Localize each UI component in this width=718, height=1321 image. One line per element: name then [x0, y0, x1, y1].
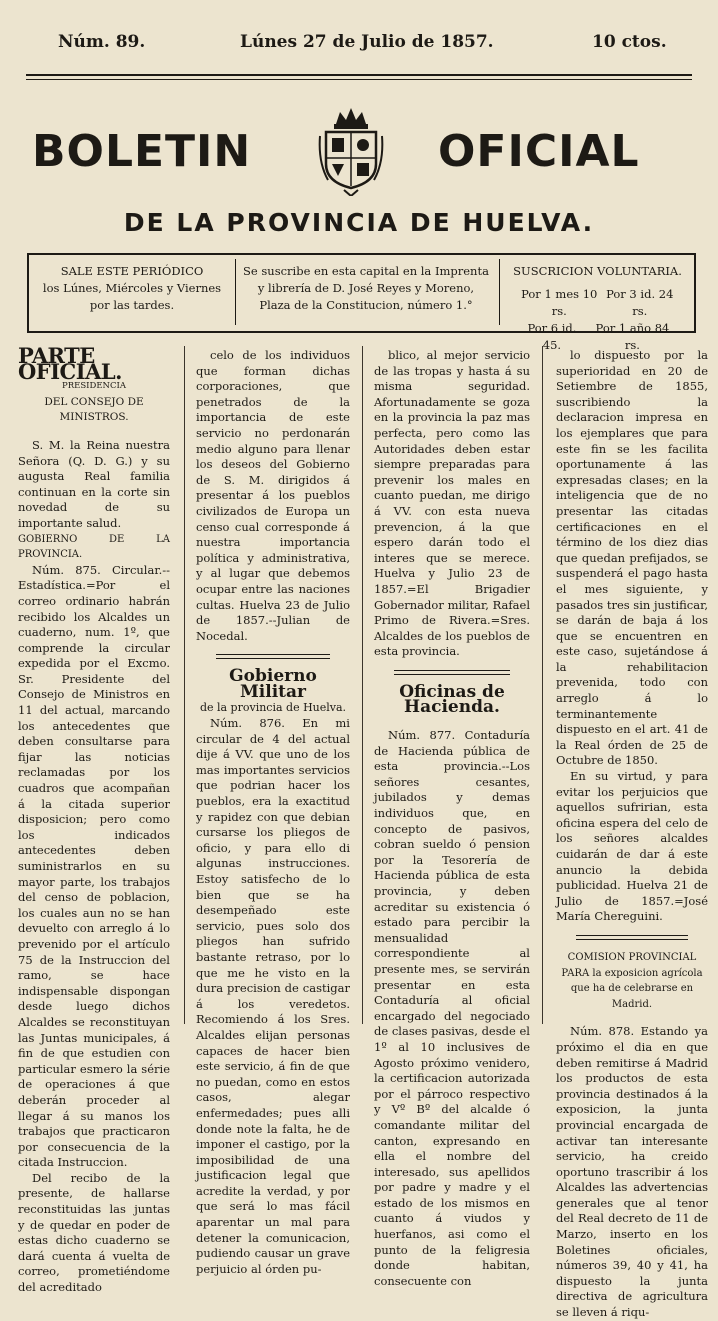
gobierno-militar-heading: Gobierno Militar	[229, 666, 317, 702]
section-separator	[216, 654, 330, 659]
article-paragraph: lo dispuesto por la superioridad en 20 de Setiembre de 1855, suscribiendo la declaracion impresa en los ejemplares que para este fin se les facilita oportunamente á las expresadas clases; en la inteligencia que de no presentar las citadas certificaciones en el término de los diez dias que quedan prefijados, se suspenderá el pago hasta el mes siguiente, y pasados tres sin justificar, se darán de baja á los que se encuentren en este caso, sujetándose á la rehabilitacion prevenida, todo con arreglo á lo terminantemente dispuesto en el art. 41 de la Real órden de 25 de Octubre de 1850.	[556, 348, 708, 768]
subscription-info-box	[27, 253, 696, 352]
masthead-title-left: BOLETIN	[32, 126, 252, 177]
rate-one-month: Por 1 mes 10 rs.	[521, 287, 598, 318]
issue-number: Núm. 89.	[58, 32, 146, 52]
article-paragraph: Núm. 878. Estando ya próximo el dia en que deben remitirse á Madrid los productos de esta provincia destinados á la exposicion, la junta provincial encargada de activar tan interesante servicio, ha creido oportuno trascribir á los Alcaldes las advertencias generales que al tenor del Real decreto de 11 de Marzo, inserto en los Boletines oficiales, números 39, 40 y 41, ha dispuesto la junta directiva de agricultura se lleven á riqu-	[556, 1024, 708, 1320]
rate-six-months: Por 6 id. 45.	[527, 321, 577, 352]
column-3	[374, 348, 530, 1289]
box-divider	[235, 259, 236, 325]
coat-of-arms-icon	[318, 106, 384, 196]
voluntary-subscription	[505, 263, 690, 354]
gobierno-provincia-heading: GOBIERNO DE LA PROVINCIA.	[18, 533, 170, 561]
masthead-subtitle: DE LA PROVINCIA DE HUELVA.	[123, 208, 595, 237]
article-paragraph: S. M. la Reina nuestra Señora (Q. D. G.) y su augusta Real familia continuan en la corte sin novedad de su importante salud.	[18, 437, 170, 530]
column-divider	[362, 346, 363, 1024]
column-4	[556, 348, 708, 1321]
article-paragraph: Núm. 876. En mi circular de 4 del actual dije á VV. que uno de los mas importantes servicios que podrian hacer los pueblos, era la exactitud y rapidez con que debian cursarse los pliegos de oficio, y para ello di algunas instrucciones. Estoy satisfecho de lo bien que se ha desempeñado este servicio, pues solo dos pliegos han sufrido bastante retraso, por lo que me he visto en la dura precision de castigar á los veredetos. Recomiendo á los Sres. Alcaldes elijan personas capaces de hacer bien este servicio, á fin de que no puedan, como en estos casos, alegar enfermedades; pues alli donde note la falta, he de imponer el castigo, por la imposibilidad de una justificacion legal que acredite la verdad, y por que será lo mas fácil aparentar un mal para detener la comunicacion, pudiendo causar un grave perjuicio al órden pu-	[196, 716, 350, 1276]
comision-heading: COMISION PROVINCIAL PARA la exposicion agrícola que ha de celebrarse en Madrid.	[561, 951, 703, 1010]
dateline	[0, 32, 718, 58]
article-paragraph: Núm. 875. Circular.--Estadística.=Por el correo ordinario habrán recibido los Alcaldes un cuaderno, num. 1º, que comprende la circular expedida por el Excmo. Sr. Presidente del Consejo de Ministros en 11 del actual, marcando los antecedentes que deben consultarse para fijar las noticias reclamadas por los cuadros que acompañan á la citada superior disposicion; pero como los indicados antecedentes deben suministrarlos en su mayor parte, los trabajos del censo de poblacion, los cuales aun no se han devuelto con arreglo á lo prevenido por el artículo 75 de la Instruccion del ramo, se hace indispensable dispongan desde luego dichos Alcaldes se reconstituyan las Juntas municipales, á fin de que estudien con particular esmero la série de operaciones á que deberán proceder al llegar á su manos los trabajos que practicaron por consecuencia de la citada Instruccion.	[18, 562, 170, 1170]
schedule-title: SALE ESTE PERIÓDICO	[60, 264, 204, 278]
column-2	[196, 348, 350, 1277]
oficinas-hacienda-heading: Oficinas de Hacienda.	[399, 681, 505, 718]
section-heading-parte-oficial: PARTE OFICIAL.	[18, 343, 122, 384]
top-rule	[26, 74, 692, 76]
article-paragraph: celo de los individuos que forman dichas corporaciones, que penetrados de la importancia de este servicio no perdonarán medio alguno para llenar los deseos del Gobierno de S. M. dirigidos á presentar á los pueblos civilizados de Europa un censo cual corresponde á nuestra importancia política y administrativa, y al lugar que debemos ocupar entre las naciones cultas. Huelva 23 de Julio de 1857.--Julian de Nocedal.	[196, 348, 350, 643]
subscription-place: Se suscribe en esta capital en la Imprenta y librería de D. José Reyes y Moreno, Plaza de la Constitucion, número 1.°	[243, 264, 489, 312]
article-paragraph: En su virtud, y para evitar los perjuicios que aquellos sufririan, esta oficina espera del celo de los señores alcaldes cuidarán de dar á este anuncio la debida publicidad. Huelva 21 de Julio de 1857.=José María Chereguini.	[556, 769, 708, 924]
article-paragraph: Del recibo de la presente, de hallarse reconstituidas las juntas y de quedar en poder de estas dicho cuaderno se dará cuenta á vuelta de correo, prometiéndome del acreditado	[18, 1170, 170, 1295]
rate-three-months: Por 3 id. 24 rs.	[606, 287, 674, 318]
column-divider	[184, 346, 185, 1024]
column-1	[18, 343, 170, 1296]
rates-title: SUSCRICION VOLUNTARIA.	[513, 264, 682, 278]
presidencia-label: PRESIDENCIA	[62, 381, 126, 392]
issue-date: Lúnes 27 de Julio de 1857.	[240, 32, 494, 52]
gobierno-militar-subheading: de la provincia de Huelva.	[199, 701, 347, 715]
section-separator	[576, 935, 688, 940]
issue-price: 10 ctos.	[592, 32, 667, 52]
top-rule-thin	[26, 79, 692, 80]
article-paragraph: Núm. 877. Contaduría de Hacienda pública de esta provincia.--Los señores cesantes, jubilados y demas individuos que, en concepto de pasivos, cobran sueldo ó pension por la Tesorería de Hacienda pública de esta provincia, y deben acreditar su existencia ó estado para percibir la mensualidad correspondiente al presente mes, se servirán presentar en esta Contaduría al oficial encargado del negociado de clases pasivas, desde el 1º al 10 inclusives de Agosto próximo venidero, la certificacion autorizada por el párroco respectivo y Vº Bº del alcalde ó comandante militar del canton, expresando en ella el nombre del interesado, sus apellidos por padre y madre y el estado de los mismos en cuanto á viudos y huerfanos, asi como el punto de la feligresia donde habitan, consecuente con	[374, 728, 530, 1288]
schedule-text: los Lúnes, Miércoles y Viernes por las tardes.	[42, 281, 222, 312]
box-divider	[499, 259, 500, 325]
column-divider	[542, 346, 543, 1024]
rate-one-year: Por 1 año 84 rs.	[595, 321, 670, 352]
section-separator	[394, 670, 510, 675]
publication-schedule	[37, 263, 227, 314]
masthead-title-right: OFICIAL	[438, 126, 640, 177]
article-paragraph: blico, al mejor servicio de las tropas y hasta á su misma seguridad. Afortunadamente se goza en la provincia la paz mas perfecta, pero como las Autoridades deben estar siempre preparadas para prevenir los males en cuanto puedan, me dirigo á VV. con esta nueva prevencion, á la que espero darán todo el interes que se merece. Huelva y Julio 23 de 1857.=El Brigadier Gobernador militar, Rafael Primo de Rivera.=Sres. Alcaldes de los pueblos de esta provincia.	[374, 348, 530, 659]
consejo-heading: DEL CONSEJO DE MINISTROS.	[44, 395, 144, 424]
